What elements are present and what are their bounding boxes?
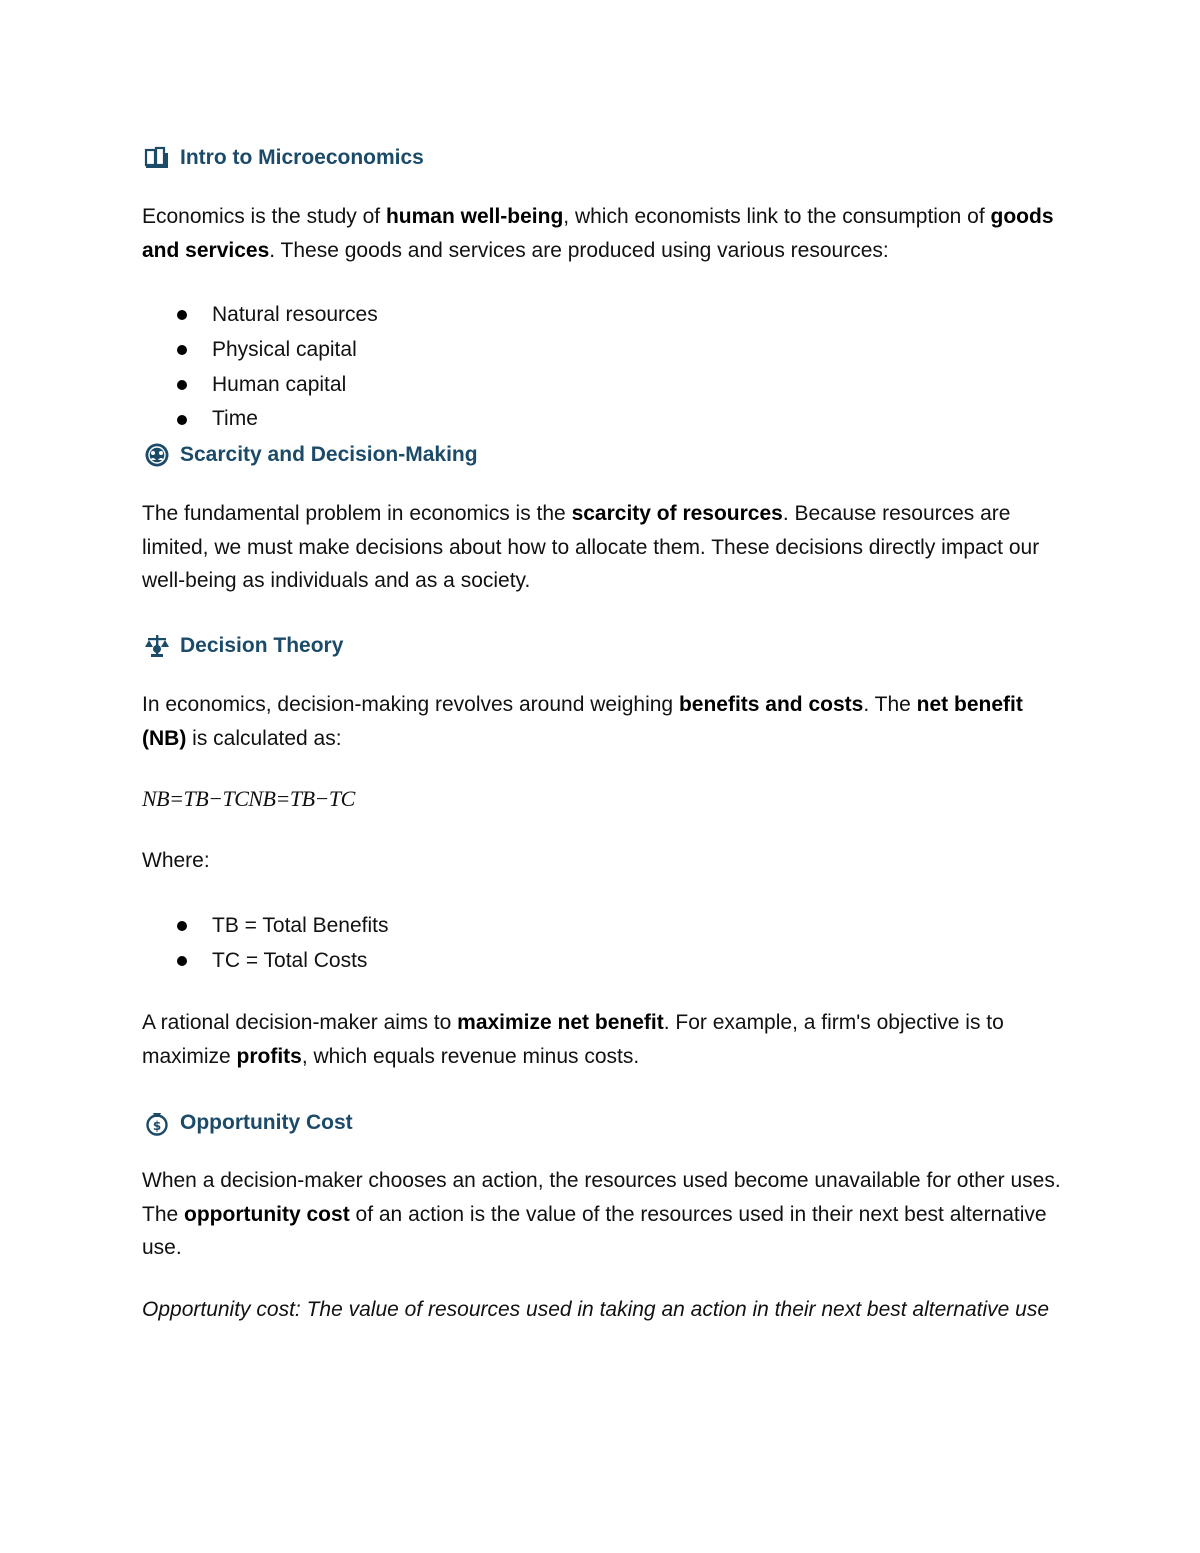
heading-opportunity-cost bbox=[144, 1110, 353, 1136]
books-icon bbox=[144, 145, 170, 171]
heading-text: Decision Theory bbox=[180, 634, 344, 657]
heading-text: Opportunity Cost bbox=[180, 1111, 353, 1134]
heading-decision-theory bbox=[144, 633, 343, 659]
list-item: Physical capital bbox=[142, 332, 378, 367]
money-bag-icon bbox=[144, 1110, 170, 1136]
paragraph-opportunity: When a decision-maker chooses an action, the resources used become unavailable for other uses. The opportunity cost of an action is the value of the resources used in their next best alternative use. bbox=[142, 1169, 1061, 1259]
heading-intro bbox=[144, 145, 424, 171]
list-item: TB = Total Benefits bbox=[142, 908, 388, 943]
paragraph-decision: In economics, decision-making revolves around weighing benefits and costs. The net benefit (NB) is calculated as: bbox=[142, 693, 1023, 750]
paragraph-intro: Economics is the study of human well-being, which economists link to the consumption of goods and services. These goods and services are produced using various resources: bbox=[142, 205, 1054, 262]
list-item: Natural resources bbox=[142, 297, 378, 332]
heading-scarcity bbox=[144, 442, 478, 468]
scales-icon bbox=[144, 633, 170, 659]
list-item: TC = Total Costs bbox=[142, 943, 388, 978]
svg-text:$: $ bbox=[152, 1119, 162, 1133]
heading-text: Scarcity and Decision-Making bbox=[180, 443, 478, 466]
heading-text: Intro to Microeconomics bbox=[180, 146, 424, 169]
globe-people-icon bbox=[144, 442, 170, 468]
where-label: Where: bbox=[142, 849, 210, 872]
net-benefit-formula: NB=TB−TCNB=TB−TC bbox=[142, 786, 355, 811]
paragraph-rational: A rational decision-maker aims to maximize net benefit. For example, a firm's objective is to maximize profits, which equals revenue minus costs. bbox=[142, 1011, 1004, 1068]
formula-terms-list bbox=[142, 908, 388, 978]
list-item: Time bbox=[142, 402, 378, 435]
resources-list bbox=[142, 297, 378, 435]
list-item: Human capital bbox=[142, 367, 378, 402]
paragraph-scarcity: The fundamental problem in economics is the scarcity of resources. Because resources are limited, we must make decisions about how to allocate them. These decisions directly impact our well-being as individuals and as a society. bbox=[142, 502, 1040, 592]
opportunity-cost-definition: Opportunity cost: The value of resources used in taking an action in their next best alternative use bbox=[142, 1298, 1050, 1321]
